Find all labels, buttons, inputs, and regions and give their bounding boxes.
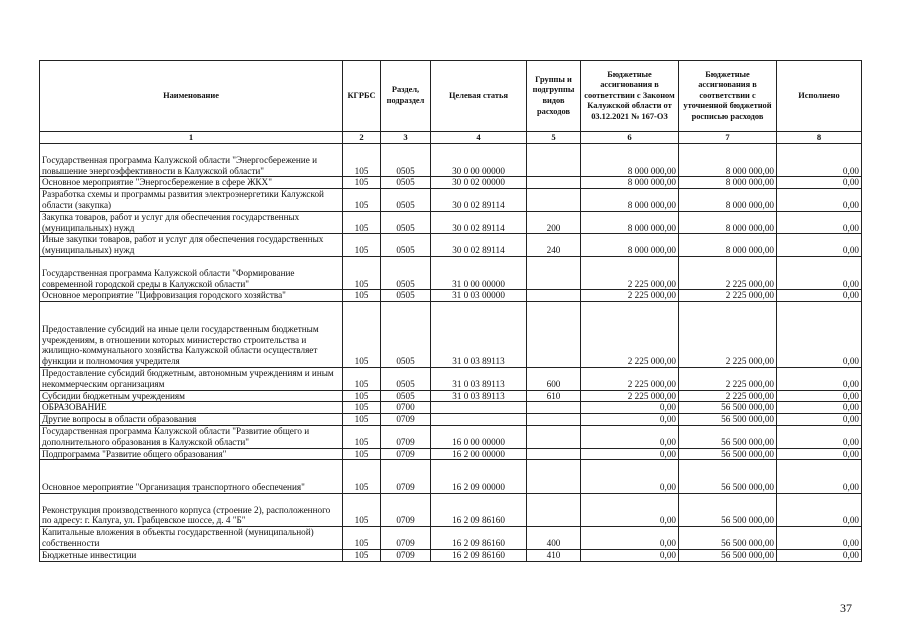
row-refined-allocation: 2 225 000,00	[679, 302, 777, 368]
row-law-allocation: 0,00	[581, 402, 679, 414]
row-section: 0505	[381, 189, 431, 212]
table-row	[40, 256, 862, 289]
row-kgrbs: 105	[343, 144, 381, 177]
column-number: 2	[343, 132, 381, 144]
row-kgrbs: 105	[343, 414, 381, 426]
row-name: Закупка товаров, работ и услуг для обеспечения государственных (муниципальных) нужд	[40, 211, 343, 234]
row-refined-allocation: 56 500 000,00	[679, 425, 777, 448]
column-number: 6	[581, 132, 679, 144]
row-section: 0709	[381, 527, 431, 550]
row-executed: 0,00	[777, 460, 862, 493]
row-executed: 0,00	[777, 256, 862, 289]
row-executed: 0,00	[777, 177, 862, 189]
row-law-allocation: 2 225 000,00	[581, 302, 679, 368]
table-row	[40, 402, 862, 414]
row-refined-allocation: 56 500 000,00	[679, 493, 777, 526]
row-expense-group: 410	[527, 549, 581, 561]
row-executed: 0,00	[777, 527, 862, 550]
row-kgrbs: 105	[343, 425, 381, 448]
row-expense-group	[527, 189, 581, 212]
row-executed: 0,00	[777, 414, 862, 426]
row-refined-allocation: 8 000 000,00	[679, 177, 777, 189]
header-refined-allocation: Бюджетные ассигнования в соответствии с уточненной бюджетной росписью расходов	[679, 61, 777, 132]
row-law-allocation: 2 225 000,00	[581, 256, 679, 289]
row-expense-group	[527, 302, 581, 368]
row-name: Субсидии бюджетным учреждениям	[40, 390, 343, 402]
header-kgrbs: КГРБС	[343, 61, 381, 132]
row-expense-group	[527, 493, 581, 526]
row-name: ОБРАЗОВАНИЕ	[40, 402, 343, 414]
row-law-allocation: 8 000 000,00	[581, 211, 679, 234]
row-target-article: 16 2 00 00000	[431, 448, 527, 460]
row-executed: 0,00	[777, 234, 862, 257]
row-law-allocation: 8 000 000,00	[581, 189, 679, 212]
row-name: Бюджетные инвестиции	[40, 549, 343, 561]
row-expense-group: 400	[527, 527, 581, 550]
row-name: Основное мероприятие "Организация транспортного обеспечения"	[40, 460, 343, 493]
table-row	[40, 367, 862, 390]
row-name: Подпрограмма "Развитие общего образования"	[40, 448, 343, 460]
row-target-article: 16 2 09 00000	[431, 460, 527, 493]
row-name: Капитальные вложения в объекты государственной (муниципальной) собственности	[40, 527, 343, 550]
row-section: 0505	[381, 234, 431, 257]
row-law-allocation: 0,00	[581, 460, 679, 493]
row-section: 0709	[381, 425, 431, 448]
row-name: Реконструкция производственного корпуса (строение 2), расположенного по адресу: г. Калуга, ул. Грабцевское шоссе, д. 4 "Б"	[40, 493, 343, 526]
row-target-article: 31 0 00 00000	[431, 256, 527, 289]
header-section: Раздел, подраздел	[381, 61, 431, 132]
row-expense-group	[527, 402, 581, 414]
row-refined-allocation: 2 225 000,00	[679, 256, 777, 289]
row-kgrbs: 105	[343, 177, 381, 189]
row-name: Предоставление субсидий на иные цели государственным бюджетным учреждениям, в отношении которых министерство строительства и жилищно-коммунального хозяйства Калужской области осуществляет функции и полномочия учредителя	[40, 302, 343, 368]
table-row	[40, 414, 862, 426]
row-refined-allocation: 56 500 000,00	[679, 402, 777, 414]
row-section: 0505	[381, 256, 431, 289]
table-row	[40, 527, 862, 550]
row-refined-allocation: 2 225 000,00	[679, 390, 777, 402]
row-refined-allocation: 56 500 000,00	[679, 414, 777, 426]
row-executed: 0,00	[777, 290, 862, 302]
header-name: Наименование	[40, 61, 343, 132]
header-row	[40, 61, 862, 132]
row-expense-group: 240	[527, 234, 581, 257]
row-executed: 0,00	[777, 493, 862, 526]
row-expense-group	[527, 290, 581, 302]
row-expense-group	[527, 177, 581, 189]
row-kgrbs: 105	[343, 493, 381, 526]
row-section: 0709	[381, 448, 431, 460]
row-law-allocation: 2 225 000,00	[581, 290, 679, 302]
table-row	[40, 448, 862, 460]
table-row	[40, 144, 862, 177]
row-target-article: 30 0 00 00000	[431, 144, 527, 177]
row-law-allocation: 0,00	[581, 425, 679, 448]
column-number-row	[40, 132, 862, 144]
row-name: Государственная программа Калужской области "Развитие общего и дополнительного образования в Калужской области"	[40, 425, 343, 448]
row-kgrbs: 105	[343, 367, 381, 390]
row-section: 0505	[381, 211, 431, 234]
row-target-article: 31 0 03 89113	[431, 302, 527, 368]
row-kgrbs: 105	[343, 189, 381, 212]
table-row	[40, 493, 862, 526]
row-expense-group	[527, 256, 581, 289]
row-refined-allocation: 56 500 000,00	[679, 460, 777, 493]
row-name: Иные закупки товаров, работ и услуг для обеспечения государственных (муниципальных) нужд	[40, 234, 343, 257]
row-name: Основное мероприятие "Энергосбережение в сфере ЖКХ"	[40, 177, 343, 189]
row-refined-allocation: 8 000 000,00	[679, 189, 777, 212]
row-target-article: 16 2 09 86160	[431, 527, 527, 550]
row-section: 0709	[381, 460, 431, 493]
row-target-article: 30 0 02 89114	[431, 234, 527, 257]
row-section: 0709	[381, 493, 431, 526]
row-target-article: 16 0 00 00000	[431, 425, 527, 448]
row-refined-allocation: 8 000 000,00	[679, 234, 777, 257]
header-executed: Исполнено	[777, 61, 862, 132]
row-target-article	[431, 402, 527, 414]
row-section: 0505	[381, 144, 431, 177]
row-name: Государственная программа Калужской области "Энергосбережение и повышение энергоэффективности в Калужской области"	[40, 144, 343, 177]
row-kgrbs: 105	[343, 211, 381, 234]
row-name: Разработка схемы и программы развития электроэнергетики Калужской области (закупка)	[40, 189, 343, 212]
row-kgrbs: 105	[343, 448, 381, 460]
row-expense-group: 610	[527, 390, 581, 402]
row-kgrbs: 105	[343, 402, 381, 414]
row-target-article: 31 0 03 00000	[431, 290, 527, 302]
row-name: Государственная программа Калужской области "Формирование современной городской среды в Калужской области"	[40, 256, 343, 289]
row-expense-group	[527, 414, 581, 426]
column-number: 3	[381, 132, 431, 144]
row-kgrbs: 105	[343, 390, 381, 402]
column-number: 8	[777, 132, 862, 144]
column-number: 5	[527, 132, 581, 144]
row-expense-group	[527, 460, 581, 493]
header-target-article: Целевая статья	[431, 61, 527, 132]
row-law-allocation: 0,00	[581, 527, 679, 550]
row-target-article: 16 2 09 86160	[431, 549, 527, 561]
row-section: 0505	[381, 177, 431, 189]
row-target-article: 31 0 03 89113	[431, 367, 527, 390]
table-body	[40, 144, 862, 562]
row-law-allocation: 8 000 000,00	[581, 234, 679, 257]
row-executed: 0,00	[777, 425, 862, 448]
column-number: 4	[431, 132, 527, 144]
row-executed: 0,00	[777, 448, 862, 460]
row-executed: 0,00	[777, 367, 862, 390]
row-target-article	[431, 414, 527, 426]
header-law-allocation: Бюджетные ассигнования в соответствии с Законом Калужской области от 03.12.2021 № 167-ОЗ	[581, 61, 679, 132]
row-kgrbs: 105	[343, 302, 381, 368]
column-number: 7	[679, 132, 777, 144]
row-section: 0505	[381, 290, 431, 302]
row-target-article: 30 0 02 89114	[431, 189, 527, 212]
row-section: 0709	[381, 414, 431, 426]
table-row	[40, 189, 862, 212]
row-refined-allocation: 2 225 000,00	[679, 367, 777, 390]
column-number: 1	[40, 132, 343, 144]
row-target-article: 31 0 03 89113	[431, 390, 527, 402]
page-number: 37	[840, 601, 852, 615]
row-law-allocation: 2 225 000,00	[581, 390, 679, 402]
table-row	[40, 460, 862, 493]
row-expense-group	[527, 144, 581, 177]
row-target-article: 30 0 02 00000	[431, 177, 527, 189]
table-row	[40, 290, 862, 302]
row-executed: 0,00	[777, 144, 862, 177]
table-row	[40, 549, 862, 561]
row-expense-group	[527, 425, 581, 448]
table-row	[40, 390, 862, 402]
row-law-allocation: 0,00	[581, 549, 679, 561]
table-row	[40, 302, 862, 368]
budget-table	[39, 60, 862, 562]
row-executed: 0,00	[777, 390, 862, 402]
row-executed: 0,00	[777, 402, 862, 414]
row-kgrbs: 105	[343, 460, 381, 493]
table-row	[40, 425, 862, 448]
row-kgrbs: 105	[343, 256, 381, 289]
row-refined-allocation: 8 000 000,00	[679, 211, 777, 234]
row-kgrbs: 105	[343, 527, 381, 550]
row-law-allocation: 8 000 000,00	[581, 144, 679, 177]
row-name: Другие вопросы в области образования	[40, 414, 343, 426]
table-row	[40, 234, 862, 257]
row-executed: 0,00	[777, 302, 862, 368]
table-row	[40, 177, 862, 189]
row-law-allocation: 0,00	[581, 414, 679, 426]
row-law-allocation: 2 225 000,00	[581, 367, 679, 390]
row-name: Основное мероприятие "Цифровизация городского хозяйства"	[40, 290, 343, 302]
row-section: 0700	[381, 402, 431, 414]
row-expense-group	[527, 448, 581, 460]
row-executed: 0,00	[777, 549, 862, 561]
row-section: 0505	[381, 302, 431, 368]
row-refined-allocation: 56 500 000,00	[679, 549, 777, 561]
row-name: Предоставление субсидий бюджетным, автономным учреждениям и иным некоммерческим организациям	[40, 367, 343, 390]
row-kgrbs: 105	[343, 234, 381, 257]
row-target-article: 16 2 09 86160	[431, 493, 527, 526]
row-expense-group: 600	[527, 367, 581, 390]
row-refined-allocation: 2 225 000,00	[679, 290, 777, 302]
row-law-allocation: 8 000 000,00	[581, 177, 679, 189]
row-executed: 0,00	[777, 211, 862, 234]
row-refined-allocation: 8 000 000,00	[679, 144, 777, 177]
row-target-article: 30 0 02 89114	[431, 211, 527, 234]
row-kgrbs: 105	[343, 290, 381, 302]
row-executed: 0,00	[777, 189, 862, 212]
row-refined-allocation: 56 500 000,00	[679, 527, 777, 550]
row-law-allocation: 0,00	[581, 448, 679, 460]
row-kgrbs: 105	[343, 549, 381, 561]
row-expense-group: 200	[527, 211, 581, 234]
header-expense-group: Группы и подгруппы видов расходов	[527, 61, 581, 132]
row-refined-allocation: 56 500 000,00	[679, 448, 777, 460]
row-section: 0709	[381, 549, 431, 561]
row-section: 0505	[381, 367, 431, 390]
row-section: 0505	[381, 390, 431, 402]
row-law-allocation: 0,00	[581, 493, 679, 526]
table-row	[40, 211, 862, 234]
